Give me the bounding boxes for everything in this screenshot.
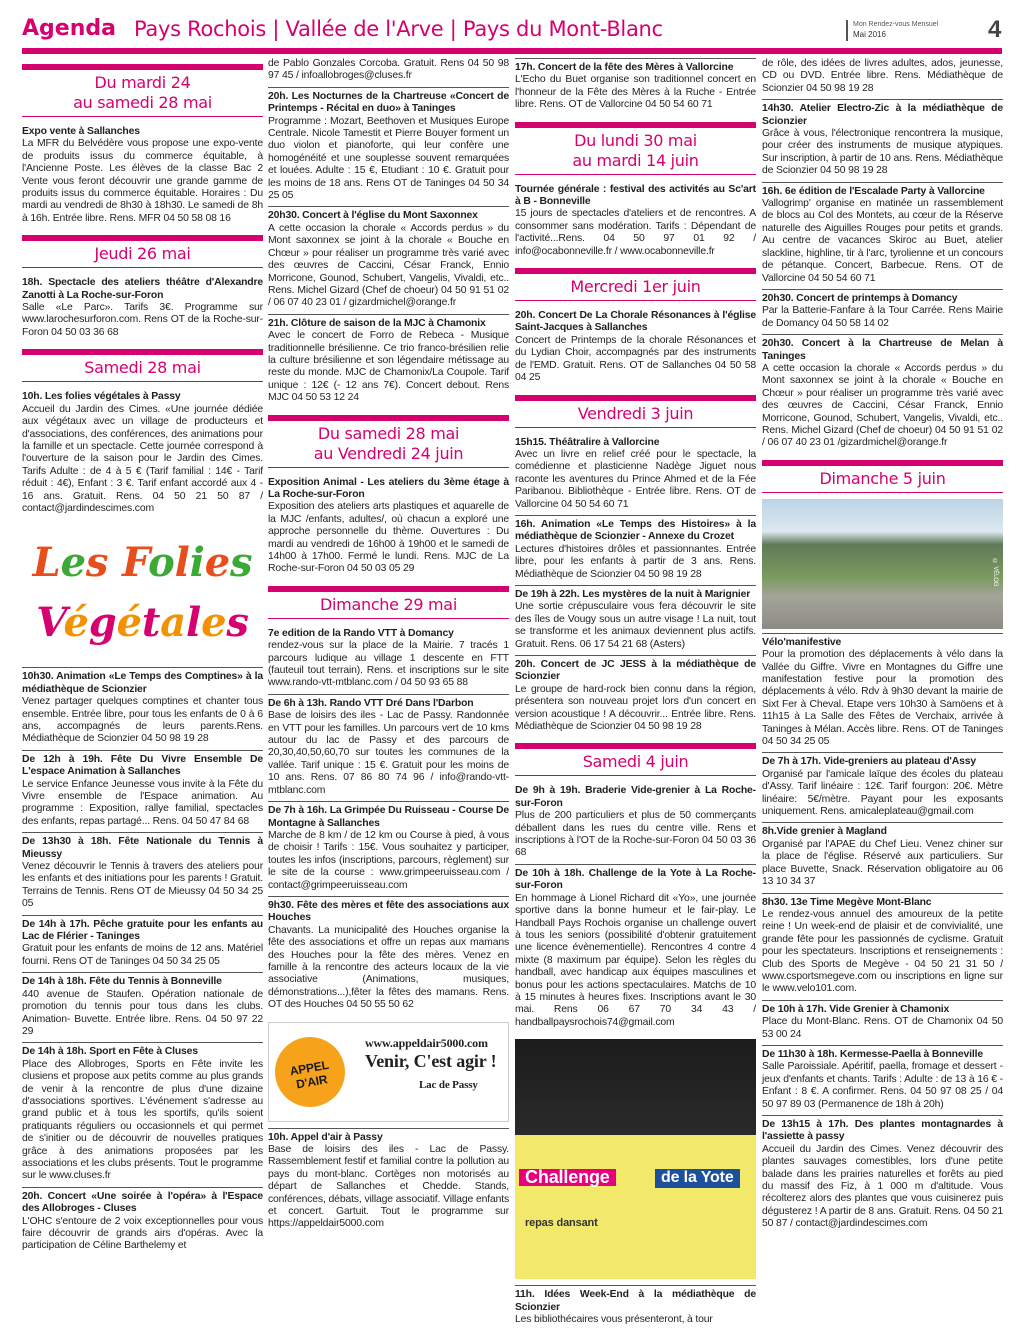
event-description: Accueil du Jardin des Cimes. «Une journée dédiée aux végétaux avec un village de producteurs et d'associations, des conférences, des animations pour la famille et un spectacle. Cette journée correspond à l'ouverture de la saison pour le Jardin des Cimes. Tarifs Adulte : de 4 à 5 € (Tarif familial : 14€ - Tarif réduit : 4€), Enfant : 3 €. Tarif enfant accordé aux 4 - 16 ans. Gratuit. Rens. 04 50 21 50 87 / contact@jardindescimes.com xyxy=(22,403,263,514)
poster-de-la-yote: de la Yote xyxy=(655,1169,740,1187)
event-description: Venez partager quelques comptines et chanter tous ensemble. Entrée libre, pour tous les enfants de 0 à 6 ans, accompagnés de leurs parents.Rens. Médiathèque de Scionzier 04 50 98 19 28 xyxy=(22,696,263,745)
event-item xyxy=(22,750,263,832)
event-title: Tournée générale : festival des activités au Sc'art à B - Bonneville xyxy=(515,183,756,208)
event-item xyxy=(515,58,756,116)
event-description: Les bibliothécaires vous présenteront, à tour xyxy=(515,1313,713,1325)
event-title: 11h. Idées Week-End à la médiathèque de Scionzier xyxy=(515,1289,756,1313)
event-title: De 13h30 à 18h. Fête Nationale du Tennis à Mieussy xyxy=(22,836,263,860)
day-heading-line: Dimanche 5 juin xyxy=(819,468,946,488)
event-item xyxy=(22,915,263,973)
event-item xyxy=(762,289,1003,334)
event-title: De 10h à 18h. Challenge de la Yote à La Roche-sur-Foron xyxy=(515,867,756,892)
page-header xyxy=(22,14,1002,44)
event-item xyxy=(22,123,263,229)
day-heading xyxy=(515,743,756,776)
event-description: Pour la promotion des déplacements à vélo dans la Vallée du Giffre. Vivre en Montagnes du Giffre une manifestation festive pour la promotion des déplacements à vélo. Rdv à 9h30 devant la mairie de Sixt Fer à Cheval. Etape vers 10h30 à Samöens et à 11h15 à La Salle des Fêtes de Verchaix, arrivée à Taninges à Mélan. Accès libre. Rens. OT de Taninges 04 50 34 25 05 xyxy=(762,649,1003,748)
event-item xyxy=(22,972,263,1042)
poster-repas: repas dansant xyxy=(525,1217,598,1230)
event-description: L'OHC s'entoure de 2 voix exceptionnelles pour vous faire découvrir de grands airs d'opéras. Avec la participation de Céline Barthelemy et xyxy=(22,1215,263,1252)
event-title: De 19h à 22h. Les mystères de la nuit à Marignier xyxy=(515,588,751,600)
event-title: De 10h à 17h. Vide Grenier à Chamonix xyxy=(762,1003,950,1015)
column-2 xyxy=(268,58,509,1316)
event-title: 18h. Spectacle des ateliers théâtre d'Alexandre Zanotti à La Roche-sur-Foron xyxy=(22,277,263,301)
day-heading-line: Samedi 4 juin xyxy=(582,752,689,772)
event-item xyxy=(762,334,1003,454)
event-title: 20h. Les Nocturnes de la Chartreuse «Concert de Printemps - Récital en duo» à Taninges xyxy=(268,90,509,115)
event-title: 15h15. Théâtralire à Vallorcine xyxy=(515,436,660,448)
magazine-info xyxy=(846,20,938,41)
challenge-yote-poster xyxy=(515,1039,756,1279)
day-heading xyxy=(515,395,756,428)
event-description: En hommage à Lionel Richard dit «Yo», une journée sportive dans la bonne humeur et le fair-play. Le Handball Pays Rochois organise un challenge ouvert à tous les seniors (possibilité d'obtenir gratuitement une licence évènementielle). Rencontres 4 contre 4 mixte (8 maximum par équipe). Selon les règles du handball, avec handicap aux équipes masculines et bonus pour les actions spectaculaires. Matchs de 10 à 15 minutes à heures fixes. Inscriptions avant le 30 mai. Rens 06 67 70 34 43 / handballpaysrochois74@gmail.com xyxy=(515,892,756,1028)
event-description: Accueil du Jardin des Cimes. Venez découvrir des plantes sauvages comestibles, lors d'une petite balade dans les prairies naturelles et forêts au pied du massif des Fiz, à 1 000 m d'altitude. Vous récolterez alors des plantes que vous cuisinerez puis dégusterez ! A partir de 8 ans. Gratuit. Rens. 04 50 21 50 87 / contact@jardindescimes.com xyxy=(762,1143,1003,1230)
event-item xyxy=(515,434,756,515)
event-description: Marche de 8 km / de 12 km ou Course à pied, à vous de choisir ! Tarifs : 15€. Vous souhaitez y participer, toutes les infos (inscriptions, parcours, règlement) sur le site de la course : www.grimpeeruisseau.com / contact@grimpeeruisseau.com xyxy=(268,829,509,891)
event-title: 16h. Animation «Le Temps des Histoires» à la médiathèque de Scionzier - Annexe du Crozet xyxy=(515,518,756,543)
event-title: 20h. Concert de JC JESS à la médiathèque de Scionzier xyxy=(515,659,756,683)
event-title: 20h. Concert «Une soirée à l'opéra» à l'Espace des Allobroges - Cluses xyxy=(22,1190,263,1215)
event-title: De 14h à 17h. Pêche gratuite pour les enfants au Lac de Flérier - Taninges xyxy=(22,918,263,943)
event-title: 9h30. Fête des mères et fête des associations aux Houches xyxy=(268,899,509,924)
event-title: 14h30. Atelier Electro-Zic à la médiathèque de Scionzier xyxy=(762,103,1003,127)
page-number: 4 xyxy=(988,16,1002,43)
day-heading-line: au samedi 28 mai xyxy=(73,93,212,112)
event-description: L'Echo du Buet organise son traditionnel concert en l'honneur de la Fête des Mères à la Ruche - Entrée libre. Rens. OT de Vallorcine 04 50 54 60 71 xyxy=(515,74,756,111)
poster-challenge: Challenge xyxy=(519,1169,616,1185)
event-title: 10h. Les folies végétales à Passy xyxy=(22,391,181,403)
event-item xyxy=(268,474,509,580)
event-description: Organisé par l'amicale laïque des écoles du plateau d'Assy. Tarif linéaire : 12€. Tarif fourgon: 20€. Mètre linéaire: 5€/mètre. Payant pour les exposants uniquement. Rens. amicaleplateau@gmail.com xyxy=(762,768,1003,818)
event-item xyxy=(22,667,263,749)
logo-line: Végétales xyxy=(36,599,249,647)
event-item xyxy=(268,625,509,694)
event-description: Le rendez-vous annuel des amoureux de la petite reine ! Un week-end de plaisir et de convivialité, une grande fête pour les passionnés de cyclisme. Gratuit pour les spectateurs. Inscriptions et renseignements : Club des Sports de Megève - 04 50 21 31 50 / www.csportsmegeve.com ou inscriptions en ligne sur le www.velo101.com. xyxy=(762,908,1003,995)
event-description: rendez-vous sur la place de la Mairie. 7 tracés 1 parcours ludique au village 1 descente en FTT (fauteuil tout terrain). Rens. et inscriptions sur le site www.rando-vtt-mtblanc.com / 04 50 93 65 88 xyxy=(268,640,509,689)
event-title: 20h30. Concert à la Chartreuse de Melan à Taninges xyxy=(762,338,1003,362)
event-title: 20h. Concert De La Chorale Résonances à l'église Saint-Jacques à Sallanches xyxy=(515,310,756,334)
day-heading xyxy=(22,64,263,117)
event-description: Concert de Printemps de la chorale Résonances et du Lydian Choir, accompagnés par des instruments de l'EMD. Gratuit. Rens. OT de Sallanches 04 50 58 04 25 xyxy=(515,334,756,384)
event-description: Base de loisirs des iles - Lac de Passy. Rassemblement festif et familial contre la pollution au pays du mont-blanc. Cortèges non motorisés au départ de Sallanches et Chedde. Stands, conférences, débats, village associatif. Village enfants et concert. Gartuit. Tout le programme sur https://appeldair5000.com xyxy=(268,1144,509,1230)
event-title: 20h30. Concert à l'église du Mont Saxonnex xyxy=(268,210,478,222)
day-heading-line: Du mardi 24 xyxy=(94,73,191,92)
event-description: 440 avenue de Staufen. Opération nationale de promotion du tennis pour tous dans les clubs. Animation- Buvette. Entrée libre. Rens. 04 50 97 22 29 xyxy=(22,988,263,1037)
event-description: Programme : Mozart, Beethoven et Musiques Europe Centrale. Nicole Tamestit et Pierre Bouyer forment un duo violon et pianoforte, qui leur confère une homogénéité et une souplesse souvent remarquées et louées. Adulte : 15 €, Etudiant : 10 €. Gratuit pour les moins de 18 ans. Rens OT de Taninges 04 50 34 25 05 xyxy=(268,115,509,202)
event-title: De 7h à 17h. Vide-greniers au plateau d'Assy xyxy=(762,756,976,768)
day-heading-line: Du lundi 30 mai xyxy=(574,130,697,150)
event-description: Organisé par l'APAE du Chef Lieu. Venez chiner sur la place de l'église. Réservé aux particuliers. Sur place Buvette, Snack. Réservation obligatoire au 06 13 10 34 37 xyxy=(762,838,1003,888)
event-description: 15 jours de spectacles d'ateliers et de rencontres. A consommer sans modération. Tarifs : Dépendant de l'activité...Rens. 04 50 97 01 92 / info@ocabonneville.fr / www.ocabonneville.fr xyxy=(515,208,756,257)
event-title: 17h. Concert de la fête des Mères à Vallorcine xyxy=(515,62,734,73)
event-title: Vélo'manifestive xyxy=(762,636,842,648)
event-item xyxy=(268,801,509,896)
event-description: Le groupe de hard-rock bien connu dans la région, présentera son nouveau projet lors d'un concert en version acoustique ! A découvrir... Entrée libre. Rens. Médiathèque de Scionzier 04 50 98 19 28 xyxy=(515,683,756,733)
event-item xyxy=(515,585,756,655)
event-description: Grâce à vous, l'électronique rencontrera la musique, pour créer des instruments de musique atypiques. Sur inscription, à partir de 10 ans. Rens. Médiathèque de Scionzier 04 50 98 19 28 xyxy=(762,128,1003,177)
event-item xyxy=(22,1042,263,1186)
event-item xyxy=(762,822,1003,892)
column-3 xyxy=(515,58,756,1325)
event-item xyxy=(762,182,1003,289)
event-item xyxy=(515,1285,756,1330)
event-description: Avec le concert de Forro de Rebeca - Musique traditionnelle brésilienne. Ce trio franco-brésilien relie la culture brésilienne et son légendaire métissage au reste du monde. MJC de Chamonix/La Coupole. Tarif unique : 12€ (- 12 ans 7€). Concert debout. Rens MJC 04 50 53 12 24 xyxy=(268,330,509,404)
event-item xyxy=(762,633,1003,753)
day-heading-line: Vendredi 3 juin xyxy=(577,403,694,423)
event-title: 10h30. Animation «Le Temps des Comptines» à la médiathèque de Scionzier xyxy=(22,671,263,695)
event-description: Une sortie crépusculaire vous fera découvrir le site des îles de Vougy sous un autre visage ! La nuit, tout se transforme et les animaux deviennent plus actifs. Gratuit. Rens. 06 17 54 21 68 (Asters) xyxy=(515,601,756,650)
day-heading-line: Samedi 28 mai xyxy=(84,358,201,378)
event-title: De 12h à 19h. Fête Du Vivre Ensemble De L'espace Animation à Sallanches xyxy=(22,753,263,778)
event-item xyxy=(762,752,1003,822)
event-item xyxy=(268,314,509,409)
ad-place: Lac de Passy xyxy=(419,1078,478,1091)
event-title: De 6h à 13h. Rando VTT Dré Dans l'Darbon xyxy=(268,697,474,709)
event-description: Venez découvrir le Tennis à travers des ateliers pour les enfants et des initiations pour les parents ! Gratuit. Terrains de Tennis. Rens OT de Mieussy 04 50 34 25 05 xyxy=(22,861,263,910)
day-heading xyxy=(22,235,263,268)
ad-url: www.appeldair5000.com xyxy=(365,1035,488,1050)
event-description: Gratuit pour les enfants de moins de 12 ans. Matériel fourni. Rens OT de Taninges 04 50 34 25 05 xyxy=(22,943,263,967)
day-heading-line: au Vendredi 24 juin xyxy=(313,443,464,463)
event-description: Le service Enfance Jeunesse vous invite à la Fête du Vivre ensemble de l'Espace animation. Au programme : Exposition, rallye familial, spectacles des enfants, repas partagé... Rens. 04 50 47 84 68 xyxy=(22,778,263,827)
ad-slogan: Venir, C'est agir ! xyxy=(365,1050,497,1071)
day-heading-line: Jeudi 26 mai xyxy=(94,244,191,264)
event-description: Avec un livre en relief créé pour le spectacle, la comédienne et plasticienne Nadège Jiguet nous raconte les aventures du Prince Ahmed et de la Fée Paribanou. Bibliothèque - Entrée libre. Rens. OT de Vallorcine 04 50 54 60 71 xyxy=(515,448,756,510)
event-description: Vallogrimp' organise en matinée un rassemblement de blocs au Col des Montets, au cœur de la Réserve naturelle des Aiguilles Rouges pour petits et grands. Au centre de vacances Skiroc au Buet, atelier slackline, highline, tir à l'arc, tyrolienne et un concours de pétanque. Concert, Barbecue. Rens. OT de Vallorcine 04 50 54 60 71 xyxy=(762,198,1003,284)
event-item xyxy=(762,1115,1003,1235)
event-description: Place des Allobroges, Sports en Fête invite les clusiens et propose aux petits comme au plus grands de venir à la rencontre de plus d'une dizaine d'associations sportives. L'événement s'adresse au grand public et à tous les sportifs, qu'ils soient pratiquants réguliers ou occasionnels et qui permet de s'initier ou de découvrir de nouvelles pratiques grâce à des animations proposées par les associations et les clubs présents. Tout le programme sur le www.cluses.fr xyxy=(22,1058,263,1182)
day-heading xyxy=(268,415,509,468)
event-item xyxy=(268,694,509,801)
event-title: 10h. Appel d'air à Passy xyxy=(268,1131,383,1143)
section-label: Agenda xyxy=(22,16,116,41)
day-heading-line: Du samedi 28 mai xyxy=(317,423,460,443)
event-title: De 9h à 19h. Braderie Vide-grenier à La Roche-sur-Foron xyxy=(515,785,756,809)
event-description: A cette occasion la chorale « Accords perdus » du Mont saxonnex se joint à la chorale « Bouche en Chœur » pour réaliser un programme très varié avec des œuvres de Caccini, César Franck, Ennio Morricone, Gounod, Schubert, Vangelis, Vivaldi, etc.. Rens. Michel Gizard (Chef de choeur) 04 50 91 51 02 / 06 07 40 23 01 / gizardmichel@orange.fr xyxy=(268,222,509,309)
event-description: Place du Mont-Blanc. Rens. OT de Chamonix 04 50 53 00 24 xyxy=(762,1016,1003,1040)
day-heading-line: Mercredi 1er juin xyxy=(570,277,701,297)
event-item xyxy=(22,832,263,914)
event-title: 8h.Vide grenier à Magland xyxy=(762,826,887,838)
event-description: Exposition des ateliers arts plastiques et aquarelle de la MJC /enfants, adultes/, où chacun a exploré une approche personnelle du thème. Ouvertures : Du mardi au vendredi de 16h00 à 19h00 et le samedi de 14h00 à 17h00. Fermé le lundi. Rens. MJC de La Roche-sur-Foron 04 50 03 05 29 xyxy=(268,501,509,575)
event-item xyxy=(762,1000,1003,1045)
event-item xyxy=(22,274,263,343)
event-title: 21h. Clôture de saison de la MJC à Chamonix xyxy=(268,317,486,329)
event-title: De 14h à 18h. Sport en Fête à Cluses xyxy=(22,1046,198,1058)
event-description: Par la Batterie-Fanfare à la Tour Carrée. Rens Mairie de Domancy 04 50 58 14 02 xyxy=(762,305,1003,329)
event-description-continued: de Pablo Gonzales Corcoba. Gratuit. Rens 04 50 98 97 45 / infoallobroges@cluses.fr xyxy=(268,58,509,82)
logo-line: Les Folies xyxy=(32,539,253,587)
event-item xyxy=(268,87,509,207)
event-item xyxy=(515,181,756,262)
header-divider xyxy=(22,48,1002,54)
event-title: 20h30. Concert de printemps à Domancy xyxy=(762,292,958,304)
event-item xyxy=(268,1128,509,1235)
event-title: 7e edition de la Rando VTT à Domancy xyxy=(268,627,454,639)
event-title: De 14h à 18h. Fête du Tennis à Bonneville xyxy=(22,976,222,988)
event-title: De 7h à 16h. La Grimpée Du Ruisseau - Course De Montagne à Sallanches xyxy=(268,805,509,829)
event-item xyxy=(22,1187,263,1257)
day-heading xyxy=(515,122,756,175)
folies-vegetales-logo xyxy=(22,523,263,663)
event-title: 8h30. 13e Time Megève Mont-Blanc xyxy=(762,896,932,908)
event-description-continued: de rôle, des idées de livres adultes, ados, jeunesse, CD ou DVD. Entrée libre. Rens. Médiathèque de Scionzier 04 50 98 19 28 xyxy=(762,58,1003,94)
event-item xyxy=(515,864,756,1033)
event-description: A cette occasion la chorale « Accords perdus » du Mont saxonnex se joint à la chorale « Bouche en Chœur » pour réaliser un programme très varié avec des œuvres de Caccini, César Franck, Ennio Morricone, Gounod, Schubert, Vangelis, Vivaldi, etc.. Rens. Michel Gizard (Chef de choeur) 04 50 91 51 02 / 06 07 40 23 01 /gizardmichel@orange.fr xyxy=(762,362,1003,449)
day-heading xyxy=(268,586,509,619)
event-title: 16h. 6e édition de l'Escalade Party à Vallorcine xyxy=(762,185,985,197)
appel-dair-logo: APPEL D'AIR xyxy=(269,1031,350,1112)
event-title: Exposition Animal - Les ateliers du 3ème étage à La Roche-sur-Foron xyxy=(268,476,509,500)
event-item xyxy=(268,896,509,1016)
column-4 xyxy=(762,58,1003,1316)
event-title: Expo vente à Sallanches xyxy=(22,126,140,137)
event-item xyxy=(762,893,1003,1000)
event-description: Salle «Le Parc». Tarifs 3€. Programme sur www.larochesurforon.com. Rens OT de la Roche-sur-Foron 04 50 03 36 68 xyxy=(22,302,263,338)
event-item xyxy=(22,388,263,519)
page-title: Pays Rochois | Vallée de l'Arve | Pays du Mont-Blanc xyxy=(134,17,663,41)
cyclists-photo xyxy=(762,499,1003,629)
magazine-name: Mon Rendez-vous Mensuel xyxy=(853,21,939,28)
column-1 xyxy=(22,58,263,1316)
event-description: Lectures d'histoires drôles et passionnantes. Entrée libre, pour les enfants à partir de 3 ans. Rens. Médiathèque de Scionzier 04 50 98 19 28 xyxy=(515,543,756,580)
event-title: De 11h30 à 18h. Kermesse-Paella à Bonneville xyxy=(762,1048,983,1060)
event-description: Chavants. La municipalité des Houches organise la fête des associations et offre un repas aux mamans des Houches pour la fête des mères. Venez en famille à la rencontre des acteurs locaux de la vie associative (Animations, musiques, démonstrations...),fêter la fêtes des mamans. Rens. OT des Houches 04 50 55 50 62 xyxy=(268,924,509,1011)
event-title: De 13h15 à 17h. Des plantes montagnardes à l'assiette à passy xyxy=(762,1119,1003,1143)
day-heading xyxy=(515,268,756,301)
appel-dair-ad xyxy=(268,1022,509,1122)
photo-credit: © VÉLOG xyxy=(992,558,998,587)
day-heading xyxy=(22,349,263,382)
event-item xyxy=(515,515,756,585)
issue-date: Mai 2016 xyxy=(853,30,886,39)
day-heading-line: Dimanche 29 mai xyxy=(320,594,457,614)
day-heading-line: au mardi 14 juin xyxy=(572,150,699,170)
event-item xyxy=(515,307,756,388)
event-description: Salle Paroissiale. Apéritif, paella, fromage et dessert - jeux d'enfants et chants. Tarifs : Adulte : de 13 à 16 € -Enfant : 8 €. A confirmer. Rens. 04 50 97 08 25 / 04 50 97 89 03 (Permanence de 18h à 20h) xyxy=(762,1061,1003,1110)
event-item xyxy=(762,1045,1003,1115)
day-heading xyxy=(762,460,1003,493)
event-item xyxy=(515,655,756,737)
event-description: Plus de 200 particuliers et plus de 50 commerçants déballent dans les rues du centre ville. Rens et inscriptions à l'OT de la Roche-sur-Foron 04 50 03 36 68 xyxy=(515,810,756,859)
event-item xyxy=(268,206,509,313)
event-description: Base de loisirs des iles - Lac de Passy. Randonnée en VTT pour les familles. Un parcours vert de 10 kms autour du lac de Passy et des parcours de 20,30,40,50,60,70 sur toutes les communes de la vallée. Tarif unique : 15 €. Gratuit pour les moins de 10 ans. Rens. 07 86 80 74 96 / info@rando-vtt-mtblanc.com xyxy=(268,710,509,796)
event-description: La MFR du Belvédère vous propose une expo-vente de produits issus du commerce équitable, à l'Ancienne Poste. Les élèves de la classe Bac 2 Vente vous feront découvrir une grande gamme de produits issus du commerce équitable. Horaires : Du mardi au vendredi de 8h30 à 18h30. Le samedi de 8h à 16h. Entrée libre. Rens. MFR 04 50 58 08 16 xyxy=(22,138,263,224)
event-item xyxy=(762,99,1003,181)
event-item xyxy=(515,782,756,863)
